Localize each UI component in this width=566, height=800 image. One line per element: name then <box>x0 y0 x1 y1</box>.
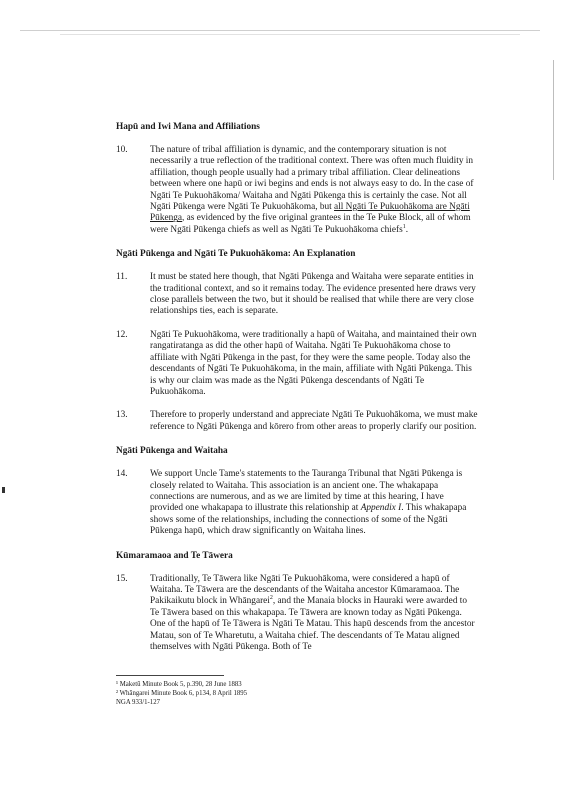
paragraph-number: 13. <box>116 410 128 421</box>
document-reference: NGA 933/1-127 <box>116 699 160 706</box>
text-span: . This whakapapa shows some of the relationships, including the connections of some of the Ngāti Pūkenga hapū, which draw significantly on Waitaha lines. <box>150 503 467 537</box>
footnote-rule <box>116 675 224 676</box>
paragraph-text <box>150 469 478 537</box>
footnote-ref: 1 <box>402 223 406 230</box>
footnote-2: ² Whāngarei Minute Book 6, p134, 8 April 1895 <box>116 690 248 697</box>
scan-artifact-line <box>60 34 520 35</box>
paragraph-text <box>150 574 478 654</box>
paragraph-number: 14. <box>116 469 128 480</box>
text-span: , as evidenced by the five original grantees in the Te Puke Block, all of whom were Ngāti Pūkenga chiefs as well as Ngāti Te Pukuohākoma chiefs <box>150 213 471 235</box>
footnotes <box>116 680 416 707</box>
paragraph-text <box>150 410 478 433</box>
text-span: all Ngāti Te Pukuohākoma are Ngāti Pūkenga <box>150 202 470 224</box>
text-span: , and the Manaia blocks in Hauraki were awarded to Te Tāwera based on this whakapapa. Te Tāwera are known today as Ngāti Pūkenga. One of the hapū of Te Tāwera is Ngāti Te Matau. This hapū descends from the ancestor Matau, son of Te Wharetutu, a Waitaha chief. The descendants of Te Matau aligned themselves with Ngāti Pūkenga. Both of Te <box>150 596 475 652</box>
footnote-1: ¹ Maketū Minute Book 5, p.390, 28 June 1883 <box>116 681 242 688</box>
text-span: . <box>405 224 409 235</box>
scan-artifact-line <box>20 30 540 31</box>
paragraph <box>116 145 478 236</box>
scan-margin-mark <box>2 487 5 493</box>
paragraph-text <box>150 272 478 318</box>
paragraph-text <box>150 330 478 398</box>
section-heading: Kūmaramaoa and Te Tāwera <box>116 550 233 561</box>
section-heading: Hapū and Iwi Mana and Affiliations <box>116 122 260 132</box>
paragraph <box>116 410 478 433</box>
paragraph <box>116 330 478 398</box>
paragraph-number: 10. <box>116 145 128 155</box>
scan-edge-mark <box>553 60 554 180</box>
text-span: Ngāti Te Pukuohākoma, were traditionally a hapū of Waitaha, and maintained their own rangatiratanga as did the other hapū of Waitaha. Ngāti Te Pukuohākoma chose to affiliate with Ngāti Pūkenga in the past, for they were the same people. Today also the descendants of Ngāti Te Pukuohākoma, in the main, affiliate with Ngāti Pūkenga. This is why our claim was made as the Ngāti Pūkenga descendants of Ngāti Te Pukuohākoma. <box>150 329 477 397</box>
paragraph-text <box>150 145 478 236</box>
footnote-ref: 2 <box>269 595 273 602</box>
text-span: It must be stated here though, that Ngāti Pūkenga and Waitaha were separate entities in the traditional context, and so it remains today. The evidence presented here draws very close parallels between the two, but it should be realised that while there are very close relationships ties, each is separate. <box>150 272 476 317</box>
paragraph <box>116 469 478 537</box>
section-heading: Ngāti Pūkenga and Ngāti Te Pukuohākoma: An Explanation <box>116 249 356 260</box>
paragraph-number: 12. <box>116 329 128 340</box>
paragraph-number: 15. <box>116 573 128 584</box>
document-body <box>116 121 478 665</box>
text-span: We support Uncle Tame's statements to the Tauranga Tribunal that Ngāti Pūkenga is closely related to Waitaha. This association is an ancient one. The whakapapa connections are numerous, and as we are limited by time at this hearing, I have provided one whakapapa to illustrate this relationship at <box>150 469 463 514</box>
paragraph <box>116 272 478 318</box>
text-span: Therefore to properly understand and appreciate Ngāti Te Pukuohākoma, we must make reference to Ngāti Pūkenga and kōrero from other areas to properly clarify our position. <box>150 410 478 432</box>
text-span: The nature of tribal affiliation is dynamic, and the contemporary situation is not necessarily a true reflection of the traditional context. There was often much fluidity in affiliation, though people usually had a primary tribal affiliation. Clear delineations between where one hapū or iwi begins and ends is not always easy to do. In the case of Ngāti Te Pukuohākoma/ Waitaha and Ngāti Pūkenga this is certainly the case. Not all Ngāti Pūkenga were Ngāti Te Pukuohākoma, but <box>150 145 474 213</box>
paragraph-number: 11. <box>116 272 128 283</box>
section-heading: Ngāti Pūkenga and Waitaha <box>116 446 228 457</box>
paragraph <box>116 574 478 654</box>
text-span: Traditionally, Te Tāwera like Ngāti Te Pukuohākoma, were considered a hapū of Waitaha. Te Tāwera are the descendants of the Waitaha ancestor Kūmaramaoa. The Pakikaikutu block in Whāngarei <box>150 573 460 607</box>
text-span: Appendix I <box>360 503 402 514</box>
